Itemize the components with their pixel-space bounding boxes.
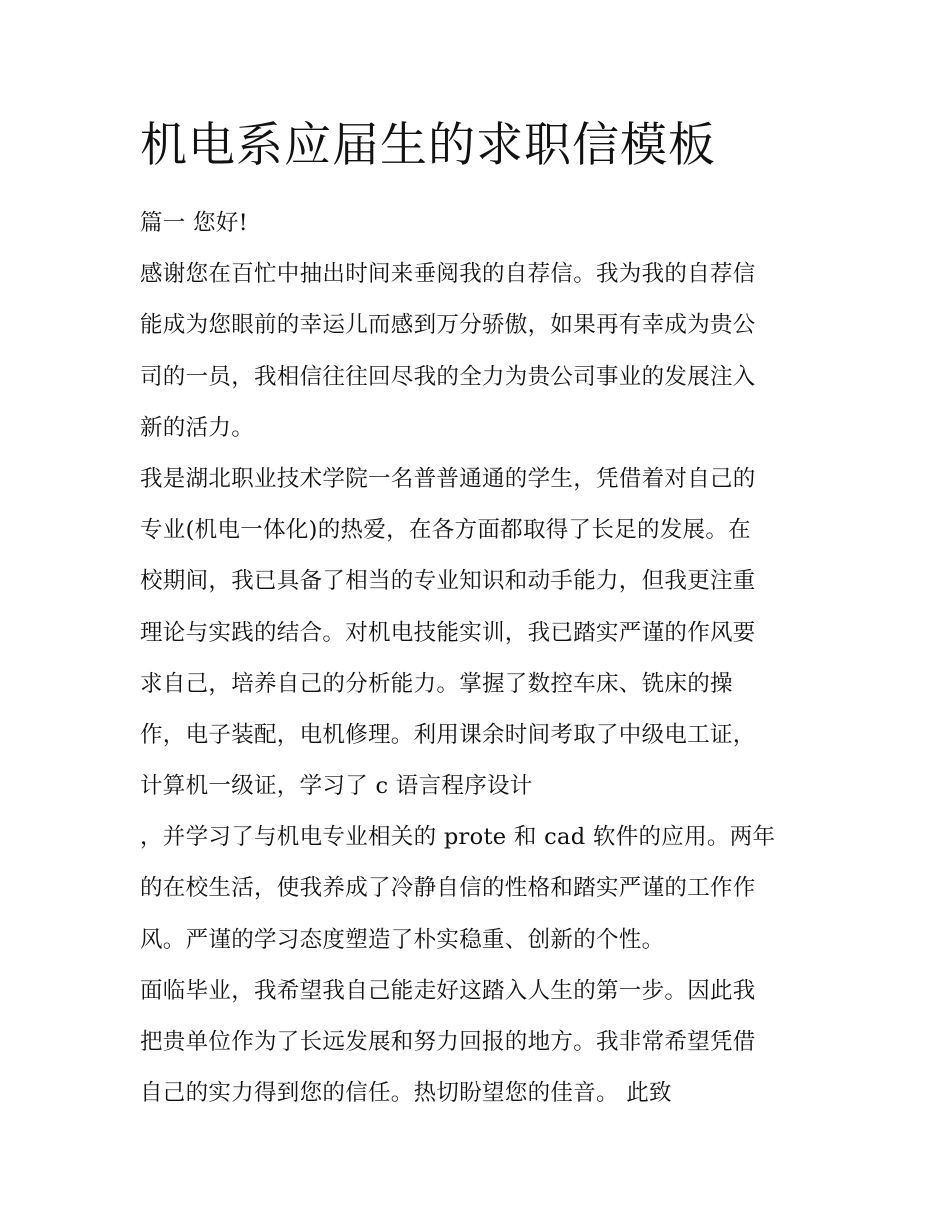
text-line: 计算机一级证，学习了 c 语言程序设计: [140, 773, 533, 800]
text-line: 能成为您眼前的幸运儿而感到万分骄傲，如果再有幸成为贵公: [140, 312, 756, 339]
text-line: 篇一 您好!: [140, 210, 248, 236]
text-line: 风。严谨的学习态度塑造了朴实稳重、创新的个性。: [140, 926, 665, 953]
letter-body: [140, 205, 820, 1126]
text-line: 司的一员，我相信往往回尽我的全力为贵公司事业的发展注入: [140, 363, 756, 390]
text-line: 专业(机电一体化)的热爱，在各方面都取得了长足的发展。在: [140, 517, 751, 544]
document-title: 机电系应届生的求职信模板: [140, 118, 716, 173]
text-line: 自己的实力得到您的信任。热切盼望您的佳音。 此致: [140, 1080, 672, 1107]
text-line: 理论与实践的结合。对机电技能实训，我已踏实严谨的作风要: [140, 619, 756, 646]
text-line: 我是湖北职业技术学院一名普普通通的学生，凭借着对自己的: [140, 465, 756, 492]
text-line: 面临毕业，我希望我自己能走好这踏入人生的第一步。因此我: [140, 977, 756, 1004]
text-line: 新的活力。: [140, 414, 255, 441]
text-line: 感谢您在百忙中抽出时间来垂阅我的自荐信。我为我的自荐信: [140, 261, 756, 288]
text-line: 校期间，我已具备了相当的专业知识和动手能力，但我更注重: [140, 568, 756, 595]
text-line: 把贵单位作为了长远发展和努力回报的地方。我非常希望凭借: [140, 1029, 756, 1055]
text-line: 求自己，培养自己的分析能力。掌握了数控车床、铣床的操: [140, 670, 733, 697]
text-line: 作，电子装配，电机修理。利用课余时间考取了中级电工证，: [140, 721, 756, 748]
text-line: ，并学习了与机电专业相关的 prote 和 cad 软件的应用。两年: [140, 824, 776, 851]
text-line: 的在校生活，使我养成了冷静自信的性格和踏实严谨的工作作: [140, 875, 756, 902]
